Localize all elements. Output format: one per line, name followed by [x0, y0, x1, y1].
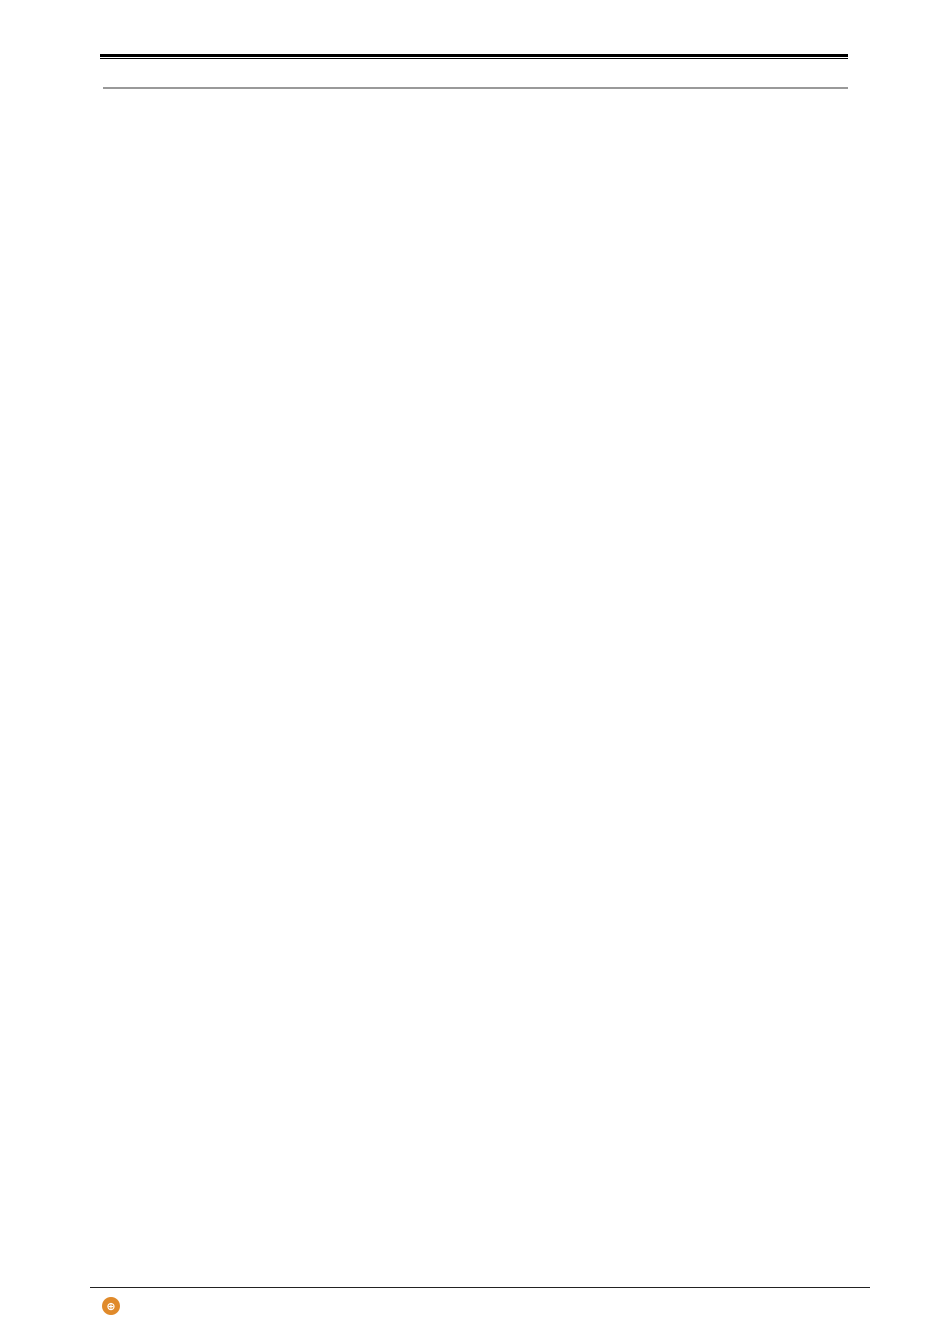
- footer-divider: [90, 1287, 870, 1288]
- answer-part-label: [103, 116, 848, 142]
- page-header: [100, 30, 847, 56]
- answer-section-title: [103, 86, 848, 89]
- med66-logo-icon: ⊕: [102, 1297, 120, 1315]
- header-divider: [100, 54, 848, 59]
- footer-brand: [102, 1294, 126, 1318]
- document-body: [103, 86, 848, 142]
